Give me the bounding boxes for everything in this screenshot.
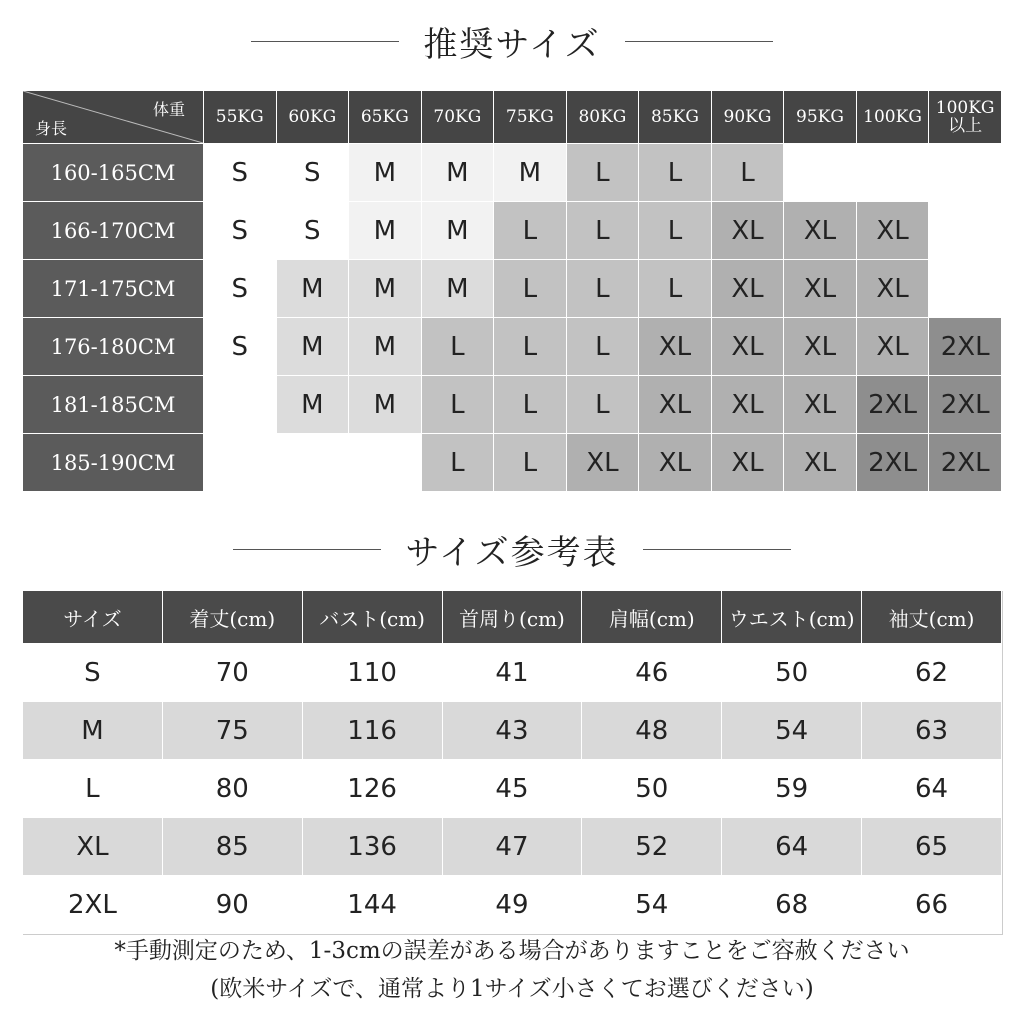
table-row bbox=[23, 818, 1002, 876]
measurement-cell: 64 bbox=[722, 818, 862, 876]
weight-header: 95KG bbox=[784, 91, 857, 144]
size-cell: M bbox=[276, 260, 349, 318]
measurement-cell: 66 bbox=[862, 876, 1002, 934]
weight-axis-label: 体重 bbox=[152, 100, 185, 119]
column-header: バスト(cm) bbox=[302, 591, 442, 644]
size-cell: L bbox=[639, 144, 712, 202]
size-cell: L bbox=[421, 376, 494, 434]
size-cell: XL bbox=[566, 434, 639, 492]
column-header: ウエスト(cm) bbox=[722, 591, 862, 644]
column-header: 首周り(cm) bbox=[442, 591, 582, 644]
size-cell bbox=[929, 144, 1002, 202]
height-range-label: 176-180CM bbox=[23, 318, 204, 376]
measurement-cell: 47 bbox=[442, 818, 582, 876]
size-cell: M bbox=[349, 144, 422, 202]
weight-header: 55KG bbox=[204, 91, 277, 144]
size-cell: M bbox=[421, 144, 494, 202]
divider bbox=[643, 549, 791, 550]
size-cell: XL bbox=[784, 260, 857, 318]
size-cell: XL bbox=[711, 202, 784, 260]
size-cell: S bbox=[204, 202, 277, 260]
size-cell: XL bbox=[711, 260, 784, 318]
measurement-cell: 63 bbox=[862, 702, 1002, 760]
size-label: S bbox=[23, 644, 163, 702]
size-label: L bbox=[23, 760, 163, 818]
size-cell: XL bbox=[711, 318, 784, 376]
recommended-size-title: 推奨サイズ bbox=[423, 24, 601, 65]
weight-header: 100KG bbox=[856, 91, 929, 144]
table-row bbox=[23, 376, 1002, 434]
size-cell: L bbox=[639, 260, 712, 318]
height-axis-label: 身長 bbox=[35, 119, 68, 138]
size-cell bbox=[784, 144, 857, 202]
size-cell: L bbox=[566, 318, 639, 376]
size-cell: M bbox=[349, 260, 422, 318]
measurement-cell: 90 bbox=[162, 876, 302, 934]
size-cell: XL bbox=[639, 434, 712, 492]
size-cell: L bbox=[566, 202, 639, 260]
size-cell: XL bbox=[784, 434, 857, 492]
measurement-cell: 50 bbox=[582, 760, 722, 818]
size-cell: 2XL bbox=[856, 376, 929, 434]
size-cell bbox=[929, 202, 1002, 260]
size-cell: M bbox=[276, 376, 349, 434]
measurement-cell: 144 bbox=[302, 876, 442, 934]
size-cell: M bbox=[349, 318, 422, 376]
table-row bbox=[23, 434, 1002, 492]
weight-header: 75KG bbox=[494, 91, 567, 144]
measurement-cell: 49 bbox=[442, 876, 582, 934]
size-cell: L bbox=[566, 376, 639, 434]
size-cell: S bbox=[204, 318, 277, 376]
measurement-cell: 126 bbox=[302, 760, 442, 818]
size-cell: L bbox=[494, 318, 567, 376]
measurement-cell: 41 bbox=[442, 644, 582, 702]
size-cell: XL bbox=[711, 434, 784, 492]
size-cell: S bbox=[204, 260, 277, 318]
table-row bbox=[23, 876, 1002, 934]
measurement-cell: 46 bbox=[582, 644, 722, 702]
sizing-advice-note: (欧米サイズで、通常より1サイズ小さくてお選びください) bbox=[210, 976, 814, 1002]
height-range-label: 166-170CM bbox=[23, 202, 204, 260]
size-cell: L bbox=[639, 202, 712, 260]
table-row bbox=[23, 202, 1002, 260]
size-cell: M bbox=[494, 144, 567, 202]
height-range-label: 181-185CM bbox=[23, 376, 204, 434]
size-cell: L bbox=[566, 260, 639, 318]
size-cell: S bbox=[204, 144, 277, 202]
size-label: M bbox=[23, 702, 163, 760]
size-cell bbox=[204, 434, 277, 492]
measurement-cell: 50 bbox=[722, 644, 862, 702]
weight-header: 70KG bbox=[421, 91, 494, 144]
height-range-label: 185-190CM bbox=[23, 434, 204, 492]
size-cell: XL bbox=[784, 202, 857, 260]
size-label: 2XL bbox=[23, 876, 163, 934]
size-cell bbox=[276, 434, 349, 492]
weight-header: 65KG bbox=[349, 91, 422, 144]
size-reference-heading bbox=[0, 524, 1024, 574]
size-cell: L bbox=[421, 318, 494, 376]
measurement-cell: 62 bbox=[862, 644, 1002, 702]
column-header: 着丈(cm) bbox=[162, 591, 302, 644]
divider bbox=[233, 549, 381, 550]
size-cell: XL bbox=[784, 318, 857, 376]
measurement-cell: 43 bbox=[442, 702, 582, 760]
measurement-cell: 116 bbox=[302, 702, 442, 760]
weight-header: 90KG bbox=[711, 91, 784, 144]
divider bbox=[251, 41, 399, 42]
measurement-cell: 70 bbox=[162, 644, 302, 702]
size-cell: XL bbox=[856, 260, 929, 318]
size-cell: L bbox=[421, 434, 494, 492]
size-cell: XL bbox=[639, 376, 712, 434]
size-cell: L bbox=[566, 144, 639, 202]
weight-header: 60KG bbox=[276, 91, 349, 144]
weight-header: 100KG 以上 bbox=[929, 91, 1002, 144]
height-range-label: 171-175CM bbox=[23, 260, 204, 318]
size-cell: XL bbox=[856, 318, 929, 376]
recommended-size-heading bbox=[0, 16, 1024, 66]
corner-header bbox=[23, 91, 204, 144]
size-cell: M bbox=[349, 202, 422, 260]
size-cell: M bbox=[276, 318, 349, 376]
size-cell bbox=[929, 260, 1002, 318]
column-header: 袖丈(cm) bbox=[862, 591, 1002, 644]
size-cell: 2XL bbox=[856, 434, 929, 492]
measurement-cell: 75 bbox=[162, 702, 302, 760]
measurement-cell: 45 bbox=[442, 760, 582, 818]
measurement-error-note: *手動測定のため、1-3cmの誤差がある場合がありますことをご容赦ください bbox=[114, 938, 910, 964]
table-row bbox=[23, 702, 1002, 760]
table-row bbox=[23, 644, 1002, 702]
size-reference-title: サイズ参考表 bbox=[405, 532, 619, 573]
size-cell: L bbox=[494, 376, 567, 434]
size-cell: S bbox=[276, 202, 349, 260]
size-cell bbox=[856, 144, 929, 202]
divider bbox=[625, 41, 773, 42]
weight-header: 80KG bbox=[566, 91, 639, 144]
measurement-cell: 54 bbox=[722, 702, 862, 760]
table-row bbox=[23, 260, 1002, 318]
size-cell: XL bbox=[639, 318, 712, 376]
size-cell: 2XL bbox=[929, 434, 1002, 492]
size-cell: XL bbox=[784, 376, 857, 434]
size-cell bbox=[349, 434, 422, 492]
measurement-cell: 64 bbox=[862, 760, 1002, 818]
height-range-label: 160-165CM bbox=[23, 144, 204, 202]
size-label: XL bbox=[23, 818, 163, 876]
size-cell: L bbox=[494, 260, 567, 318]
size-cell: L bbox=[494, 434, 567, 492]
size-cell: 2XL bbox=[929, 318, 1002, 376]
size-cell: M bbox=[421, 260, 494, 318]
measurement-cell: 80 bbox=[162, 760, 302, 818]
table-row bbox=[23, 318, 1002, 376]
size-cell: L bbox=[494, 202, 567, 260]
measurement-cell: 85 bbox=[162, 818, 302, 876]
weight-header: 85KG bbox=[639, 91, 712, 144]
size-reference-table bbox=[22, 590, 1002, 934]
measurement-cell: 59 bbox=[722, 760, 862, 818]
size-cell: XL bbox=[856, 202, 929, 260]
size-cell: M bbox=[421, 202, 494, 260]
table-row bbox=[23, 760, 1002, 818]
measurement-cell: 68 bbox=[722, 876, 862, 934]
recommended-size-table bbox=[22, 90, 1002, 492]
measurement-cell: 54 bbox=[582, 876, 722, 934]
column-header: 肩幅(cm) bbox=[582, 591, 722, 644]
measurement-cell: 65 bbox=[862, 818, 1002, 876]
size-cell: L bbox=[711, 144, 784, 202]
size-cell: S bbox=[276, 144, 349, 202]
table-row bbox=[23, 144, 1002, 202]
size-cell: 2XL bbox=[929, 376, 1002, 434]
size-cell: XL bbox=[711, 376, 784, 434]
measurement-cell: 110 bbox=[302, 644, 442, 702]
measurement-cell: 136 bbox=[302, 818, 442, 876]
measurement-cell: 52 bbox=[582, 818, 722, 876]
measurement-cell: 48 bbox=[582, 702, 722, 760]
size-cell bbox=[204, 376, 277, 434]
column-header: サイズ bbox=[23, 591, 163, 644]
size-cell: M bbox=[349, 376, 422, 434]
